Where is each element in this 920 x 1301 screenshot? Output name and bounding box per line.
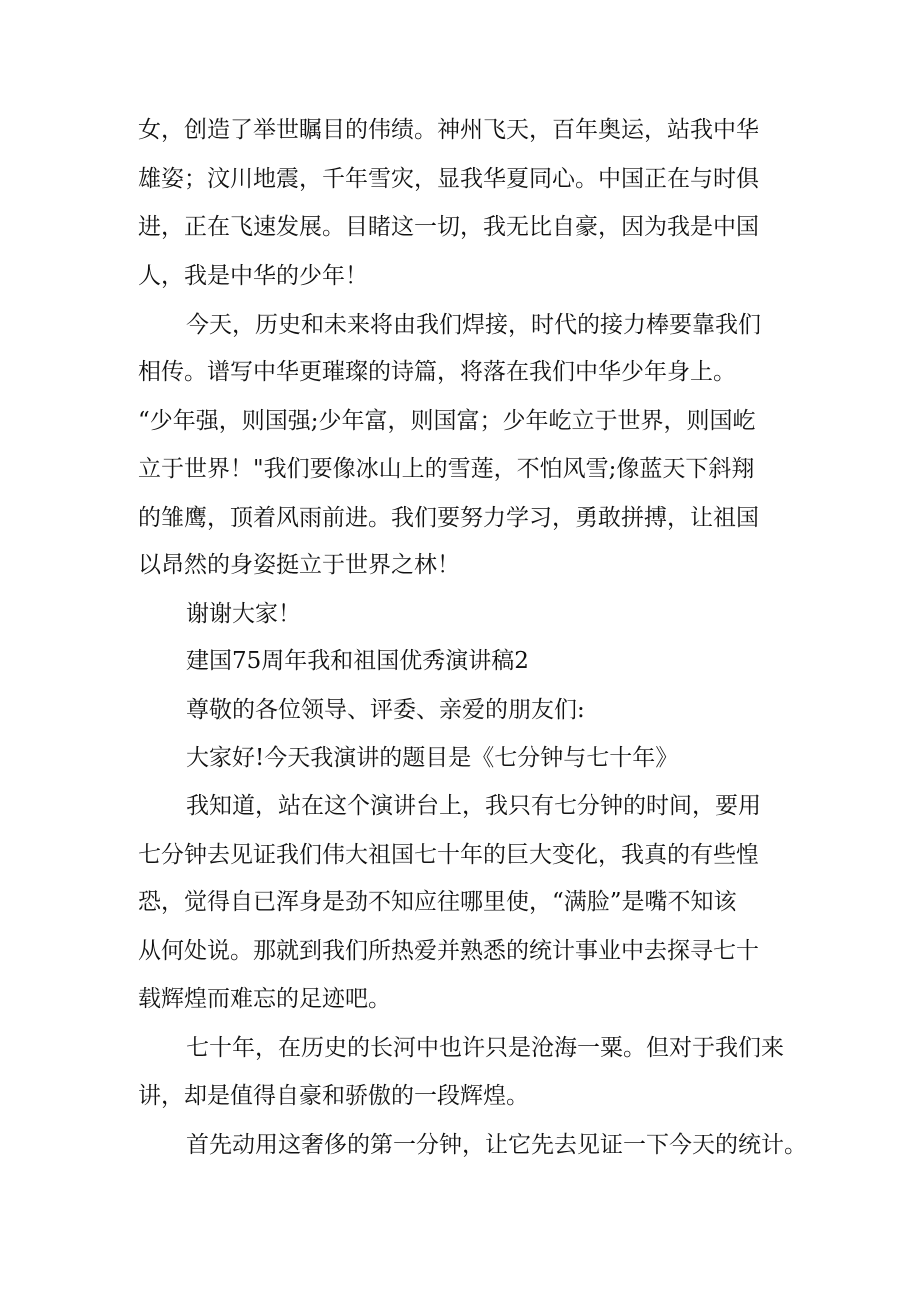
text-line: 相传。谱写中华更璀璨的诗篇，将落在我们中华少年身上。 bbox=[138, 359, 736, 385]
section-title: 建国75周年我和祖国优秀演讲稿2 bbox=[186, 648, 529, 674]
text-line: 人，我是中华的少年！ bbox=[138, 263, 368, 289]
text-line: 立于世界！"我们要像冰山上的雪莲，不怕风雪;像蓝天下斜翔 bbox=[138, 456, 755, 482]
text-line: 首先动用这奢侈的第一分钟，让它先去见证一下今天的统计。 bbox=[186, 1132, 807, 1158]
text-line: “少年强，则国强;少年富，则国富；少年屹立于世界，则国屹 bbox=[138, 408, 756, 434]
text-line: 七分钟去见证我们伟大祖国七十年的巨大变化，我真的有些惶 bbox=[138, 842, 759, 868]
text-line: 我知道，站在这个演讲台上，我只有七分钟的时间，要用 bbox=[186, 793, 761, 819]
text-line: 进，正在飞速发展。目睹这一切，我无比自豪，因为我是中国 bbox=[138, 214, 759, 240]
salutation: 尊敬的各位领导、评委、亲爱的朋友们: bbox=[186, 697, 585, 723]
text-line: 女，创造了举世瞩目的伟绩。神州飞天，百年奥运，站我中华 bbox=[138, 117, 759, 143]
text-line: 以昂然的身姿挺立于世界之林！ bbox=[138, 552, 460, 578]
text-line: 的雏鹰，顶着风雨前进。我们要努力学习，勇敢拼搏，让祖国 bbox=[138, 505, 759, 531]
text-line: 雄姿；汶川地震，千年雪灾，显我华夏同心。中国正在与时俱 bbox=[138, 166, 759, 192]
text-line: 载辉煌而难忘的足迹吧。 bbox=[138, 986, 391, 1012]
text-line: 从何处说。那就到我们所热爱并熟悉的统计事业中去探寻七十 bbox=[138, 938, 759, 964]
text-line: 恐，觉得自已浑身是劲不知应往哪里使，“满脸”是嘴不知该 bbox=[138, 889, 737, 915]
text-line: 讲，却是值得自豪和骄傲的一段辉煌。 bbox=[138, 1083, 529, 1109]
text-line: 谢谢大家！ bbox=[186, 601, 301, 627]
text-line: 大家好!今天我演讲的题目是《七分钟与七十年》 bbox=[186, 745, 679, 771]
text-line: 七十年，在历史的长河中也许只是沧海一粟。但对于我们来 bbox=[186, 1035, 784, 1061]
text-line: 今天，历史和未来将由我们焊接，时代的接力棒要靠我们 bbox=[186, 312, 761, 338]
